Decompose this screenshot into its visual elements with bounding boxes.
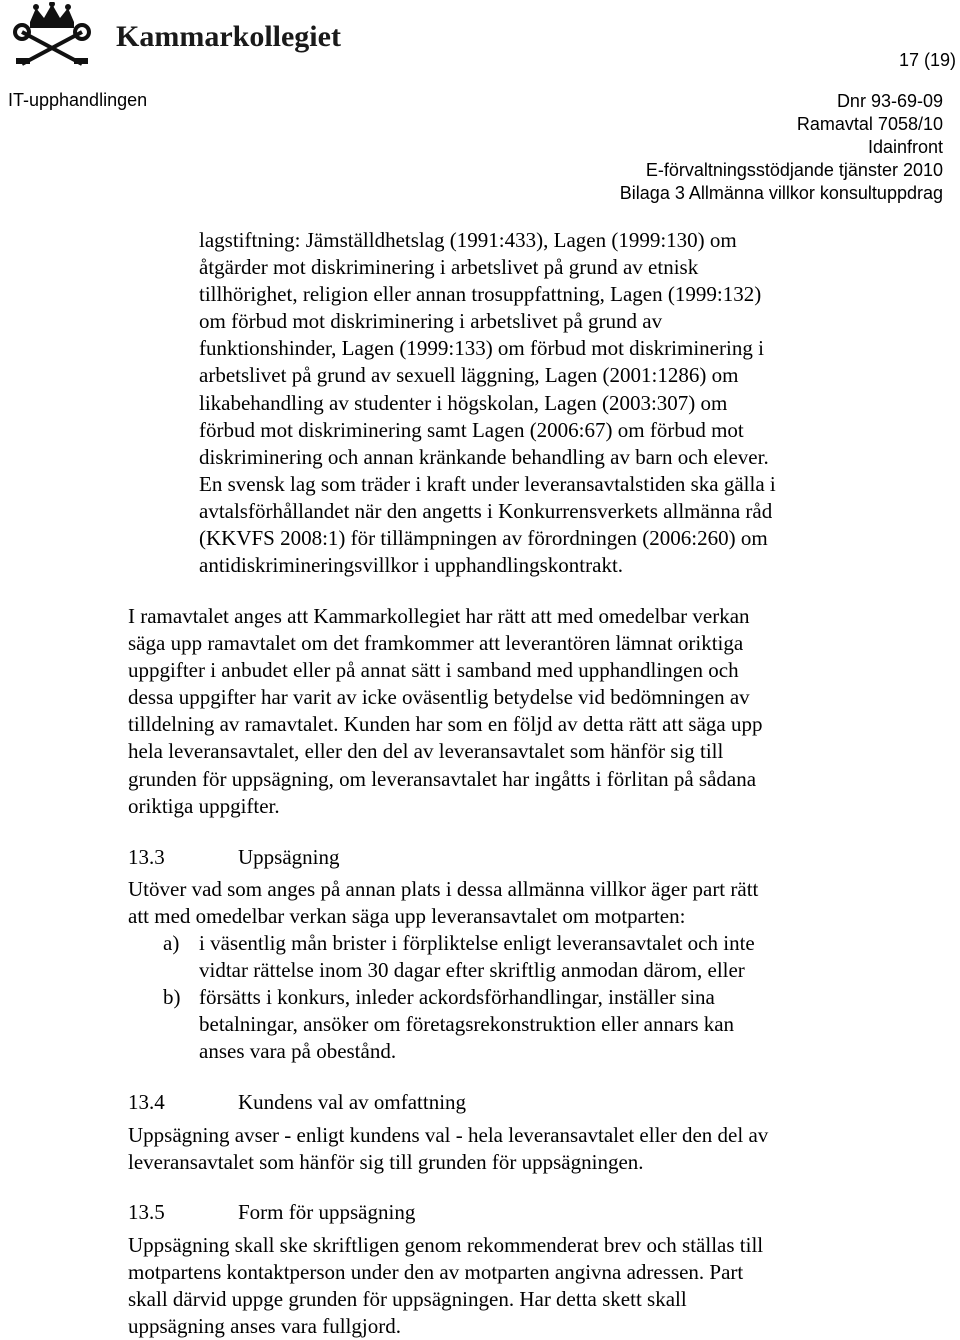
document-reference-block xyxy=(620,90,943,205)
section-number: 13.5 xyxy=(128,1200,165,1224)
text-line: arbetslivet på grund av sexuell läggning, Lagen (2001:1286) om xyxy=(199,363,739,388)
text-line: skall därvid uppge grunden för uppsägningen. Har detta skett skall xyxy=(128,1287,687,1312)
indented-paragraph xyxy=(199,227,776,579)
list-marker: b) xyxy=(163,985,181,1009)
text-line: anses vara på obestånd. xyxy=(199,1039,397,1064)
text-line: hela leveransavtalet, eller den del av leveransavtalet som hänför sig till xyxy=(128,739,724,764)
reference-line: Bilaga 3 Allmänna villkor konsultuppdrag xyxy=(619,183,943,203)
text-line: leveransavtalet som hänför sig till grunden för uppsägningen. xyxy=(128,1150,644,1175)
text-line: i väsentlig mån brister i förpliktelse enligt leveransavtalet och inte xyxy=(199,931,755,955)
text-line: grunden för uppsägning, om leveransavtalet har ingåtts i förlitan på sådana xyxy=(128,766,757,791)
main-paragraph xyxy=(128,603,762,820)
section-13-5-body xyxy=(128,1232,763,1340)
document-series-title: IT-upphandlingen xyxy=(8,90,148,110)
text-line: Utöver vad som anges på annan plats i dessa allmänna villkor äger part rätt xyxy=(128,877,759,901)
list-item-text xyxy=(199,984,734,1065)
section-13-4-body xyxy=(128,1122,768,1176)
text-line: Uppsägning avser - enligt kundens val - hela leveransavtalet eller den del av xyxy=(128,1123,769,1147)
section-heading-13-5 xyxy=(128,1199,728,1226)
text-line: försätts i konkurs, inleder ackordsförhandlingar, inställer sina xyxy=(199,985,715,1009)
text-line: tillhörighet, religion eller annan trosuppfattning, Lagen (1999:132) xyxy=(199,282,762,307)
text-line: dessa uppgifter har varit av icke oväsentlig betydelse vid bedömningen av xyxy=(128,685,750,710)
text-line: tilldelning av ramavtalet. Kunden har som en följd av detta rätt att säga upp xyxy=(128,712,763,737)
text-line: åtgärder mot diskriminering i arbetslivet på grund av etnisk xyxy=(199,255,699,280)
text-line: om förbud mot diskriminering i arbetslivet på grund av xyxy=(199,309,663,334)
text-line: betalningar, ansöker om företagsrekonstruktion eller annars kan xyxy=(199,1012,735,1037)
section-title: Form för uppsägning xyxy=(238,1200,416,1224)
text-line: likabehandling av studenter i högskolan, Lagen (2003:307) om xyxy=(199,390,728,415)
reference-line: Idainfront xyxy=(867,137,943,157)
list-item-text xyxy=(199,930,755,984)
crown-crossed-keys-icon xyxy=(8,2,118,72)
text-line: avtalsförhållandet när den angetts i Konkurrensverkets allmänna råd xyxy=(199,498,773,523)
text-line: En svensk lag som träder i kraft under leveransavtalstiden ska gälla i xyxy=(199,471,776,496)
text-line: antidiskrimineringsvillkor i upphandlingskontrakt. xyxy=(199,553,624,578)
section-number: 13.4 xyxy=(128,1090,165,1114)
section-number: 13.3 xyxy=(128,845,165,869)
text-line: säga upp ramavtalet om det framkommer att leverantören lämnat oriktiga xyxy=(128,631,744,656)
list-marker: a) xyxy=(163,931,180,955)
text-line: I ramavtalet anges att Kammarkollegiet har rätt att med omedelbar verkan xyxy=(128,604,750,628)
list-item-b xyxy=(163,984,863,1066)
text-line: lagstiftning: Jämställdhetslag (1991:433), Lagen (1999:130) om xyxy=(199,228,737,252)
list-item-a xyxy=(163,930,863,985)
text-line: förbud mot diskriminering samt Lagen (2006:67) om förbud mot xyxy=(199,417,744,442)
text-line: funktionshinder, Lagen (1999:133) om förbud mot diskriminering i xyxy=(199,336,764,361)
section-title: Kundens val av omfattning xyxy=(238,1090,467,1114)
text-line: uppsägning anses vara fullgjord. xyxy=(128,1314,401,1339)
text-line: att med omedelbar verkan säga upp leveransavtalet om motparten: xyxy=(128,904,686,929)
logo-wordmark: Kammarkollegiet xyxy=(116,20,341,53)
reference-line: Ramavtal 7058/10 xyxy=(796,114,943,134)
section-13-3-intro xyxy=(128,876,758,930)
text-line: motpartens kontaktperson under den av motparten angivna adressen. Part xyxy=(128,1260,744,1285)
section-heading-13-4 xyxy=(128,1089,728,1116)
page-number: 17 (19) xyxy=(898,50,956,70)
reference-line: E-förvaltningsstödjande tjänster 2010 xyxy=(645,160,943,180)
section-title: Uppsägning xyxy=(238,845,340,869)
text-line: diskriminering och annan kränkande behandling av barn och elever. xyxy=(199,444,769,469)
text-line: (KKVFS 2008:1) för tillämpningen av förordningen (2006:260) om xyxy=(199,526,768,551)
text-line: uppgifter i anbudet eller på annat sätt i samband med upphandlingen och xyxy=(128,658,739,683)
section-heading-13-3 xyxy=(128,844,728,871)
text-line: oriktiga uppgifter. xyxy=(128,793,280,818)
reference-line: Dnr 93-69-09 xyxy=(836,91,943,111)
text-line: vidtar rättelse inom 30 dagar efter skriftlig anmodan därom, eller xyxy=(199,958,745,983)
text-line: Uppsägning skall ske skriftligen genom rekommenderat brev och ställas till xyxy=(128,1233,764,1257)
